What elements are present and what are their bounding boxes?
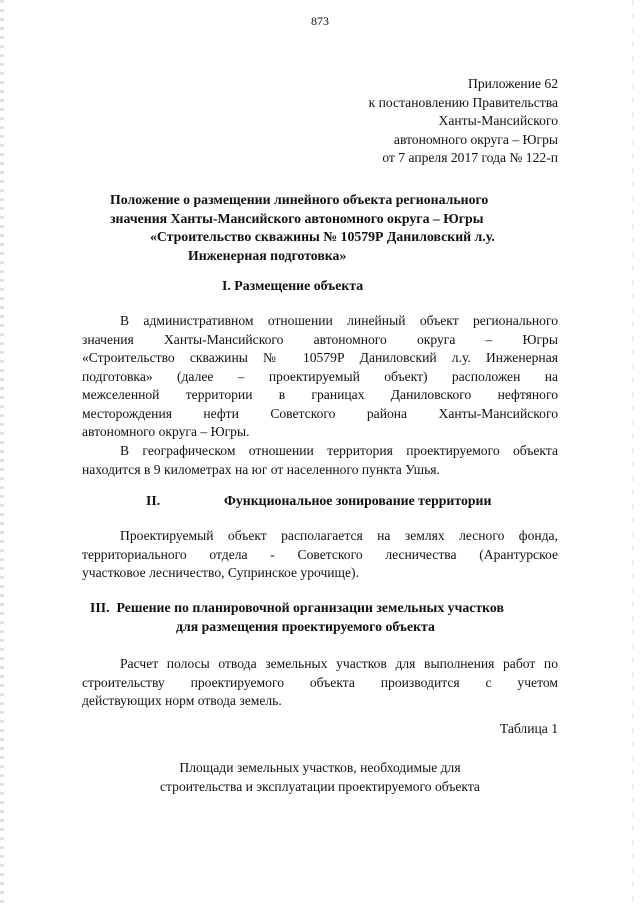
page-number: 873 [311,14,329,28]
approval-line: Приложение 62 [468,76,558,91]
section-2-paragraph-1 [82,527,558,583]
section-1-heading: I. Размещение объекта [222,278,364,293]
paragraph-line: «Строительство скважины № 10579Р Даниловский л.у. Инженерная [82,350,558,365]
title-line: Положение о размещении линейного объекта регионального [110,192,489,207]
paragraph-line: межселенной территории в границах Даниловского нефтяного [82,387,558,402]
section-3-heading-line-2: для размещения проектируемого объекта [176,619,435,634]
approval-line: к постановлению Правительства [368,94,558,110]
table-caption-line-1: Площади земельных участков, необходимые для [179,760,461,775]
title-line: «Строительство скважины № 10579Р Даниловский л.у. [150,229,495,244]
title-line: Инженерная подготовка» [188,247,347,263]
title-line: значения Ханты-Мансийского автономного округа – Югры [110,210,484,226]
table-caption-line-2: строительства и эксплуатации проектируемого объекта [160,779,480,794]
paragraph-line: участковое лесничество, Супринское урочище). [82,565,359,580]
paragraph-line: действующих норм отвода земель. [82,693,282,708]
table-label: Таблица 1 [499,721,558,736]
paragraph-line: В географическом отношении территория проектируемого объекта [120,443,558,458]
approval-line: Ханты-Мансийского [438,113,558,128]
section-2-number: II. [146,493,161,508]
section-3-heading-line-1: III. Решение по планировочной организации земельных участков [90,600,504,615]
paragraph-line: территориального отдела - Советского лесничества (Арантурское [82,546,558,562]
paragraph-line: находится в 9 километрах на юг от населенного пункта Ушья. [82,461,440,477]
paragraph-line: подготовка» (далее – проектируемый объект) расположен на [82,368,558,384]
paragraph-line: строительству проектируемого объекта производится с учетом [82,674,558,690]
section-2-heading: Функциональное зонирование территории [224,493,492,508]
paragraph-line: Проектируемый объект располагается на землях лесного фонда, [120,528,558,543]
approval-line: от 7 апреля 2017 года № 122-п [382,150,558,165]
section-1-paragraph-2 [82,442,558,479]
paragraph-line: месторождения нефти Советского района Ханты-Мансийского [82,405,558,421]
approval-line: автономного округа – Югры [393,131,558,147]
paragraph-line: В административном отношении линейный объект регионального [120,313,558,328]
section-3-paragraph-1 [82,655,558,711]
paragraph-line: автономного округа – Югры. [82,424,250,439]
section-1-paragraph-1 [82,312,558,442]
paragraph-line: значения Ханты-Мансийского автономного округа – Югры [82,331,558,347]
approval-block [369,75,558,168]
paragraph-line: Расчет полосы отвода земельных участков для выполнения работ по [120,656,558,671]
document-title [110,191,495,265]
